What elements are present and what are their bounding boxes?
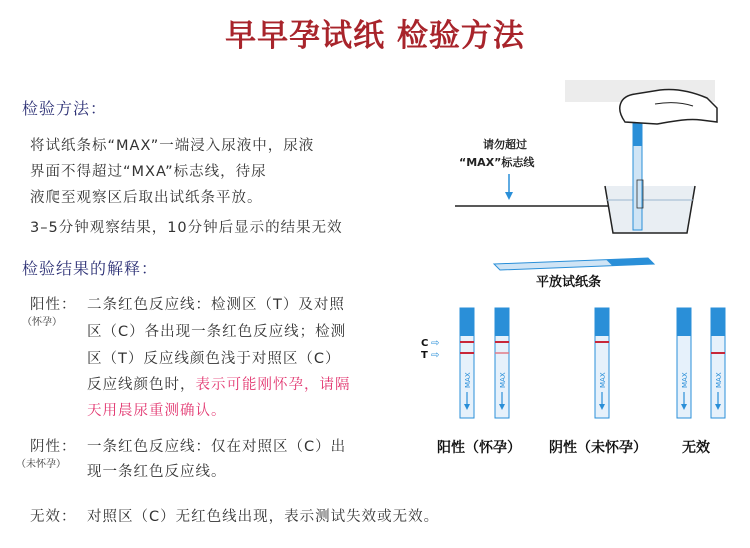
positive-line-4 — [87, 373, 351, 394]
negative-label: 阴性： — [30, 439, 77, 455]
t-arrow-icon: ⇨ — [431, 350, 440, 361]
interpretation-heading: 检验结果的解释： — [22, 259, 159, 278]
warning-arrow-head — [505, 192, 513, 200]
strip-max-text: MAX — [715, 372, 723, 388]
method-line-3: 液爬至观察区后取出试纸条平放。 — [30, 190, 263, 206]
result-label-positive: 阳性（怀孕） — [437, 440, 521, 456]
positive-label: 阳性： — [30, 297, 77, 313]
flat-strip-illustration — [488, 252, 668, 292]
negative-line-2: 现一条红色反应线。 — [87, 464, 227, 480]
t-label: T — [421, 350, 428, 361]
result-label-invalid: 无效 — [682, 440, 710, 456]
dipped-strip-handle — [633, 120, 642, 146]
invalid-text: 对照区（C）无红色线出现，表示测试失效或无效。 — [87, 509, 440, 525]
negative-sublabel: （未怀孕） — [16, 459, 66, 470]
positive-line-4-plain: 反应线颜色时， — [87, 377, 196, 393]
positive-line-3: 区（T）反应线颜色浅于对照区（C） — [87, 351, 341, 367]
page-title: 早早孕试纸 检验方法 — [225, 18, 525, 54]
method-line-4: 3–5分钟观察结果，10分钟后显示的结果无效 — [30, 220, 343, 236]
strip-max-text: MAX — [681, 372, 689, 388]
negative-strip — [595, 308, 609, 418]
invalid-label: 无效： — [30, 509, 77, 525]
dip-test-illustration — [455, 78, 725, 278]
positive-line-4-highlight: 表示可能刚怀孕，请隔 — [195, 377, 351, 393]
positive-line-5: 天用晨尿重测确认。 — [87, 403, 227, 419]
method-line-1: 将试纸条标“MAX”一端浸入尿液中，尿液 — [30, 138, 315, 154]
positive-sublabel: （怀孕） — [22, 317, 62, 328]
result-label-negative: 阴性（未怀孕） — [549, 440, 647, 456]
positive-strip-1 — [460, 308, 474, 418]
c-arrow-icon: ⇨ — [431, 338, 440, 349]
c-label: C — [421, 338, 429, 349]
positive-strip-2 — [495, 308, 509, 418]
invalid-strip-2 — [711, 308, 725, 418]
warning-text-2: “MAX”标志线 — [459, 156, 535, 169]
strip-max-text: MAX — [599, 372, 607, 388]
invalid-strip-1 — [677, 308, 691, 418]
method-heading: 检验方法： — [22, 99, 108, 118]
negative-line-1: 一条红色反应线：仅在对照区（C）出 — [87, 439, 347, 455]
flat-strip-label: 平放试纸条 — [536, 275, 602, 290]
result-strips — [415, 298, 745, 428]
positive-line-2: 区（C）各出现一条红色反应线；检测 — [87, 324, 347, 340]
urine-cup — [605, 186, 695, 233]
strip-max-text: MAX — [499, 372, 507, 388]
warning-text-1: 请勿超过 — [483, 138, 527, 151]
strip-max-text: MAX — [464, 372, 472, 388]
method-line-2: 界面不得超过“MXA”标志线，待尿 — [30, 164, 267, 180]
positive-line-1: 二条红色反应线：检测区（T）及对照 — [87, 297, 345, 313]
